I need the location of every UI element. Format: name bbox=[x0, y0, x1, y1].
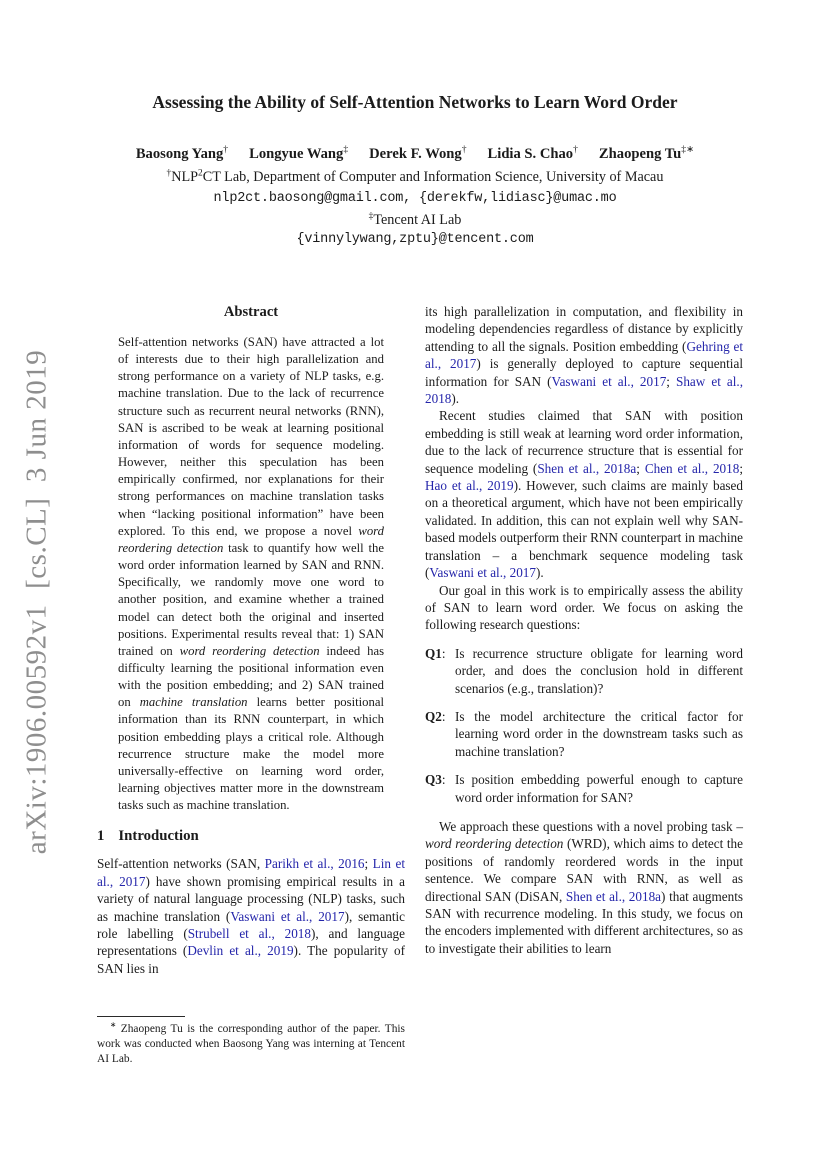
text-segment: Derek F. Wong bbox=[369, 146, 462, 162]
abstract-body bbox=[118, 334, 384, 814]
section-number: 1 bbox=[97, 828, 105, 845]
text-segment: word reordering detection bbox=[118, 523, 384, 555]
text-segment: task to quantify how well the word order information learned by SAN and RNN. Specifically, we randomly move one word to another position, and examine whether a trained model can detect both the original and inserted positions. Experimental results reveal that: 1) SAN trained on bbox=[118, 540, 384, 658]
citation-link[interactable]: Gehring et al., 2017 bbox=[425, 338, 744, 372]
citation-link[interactable]: Vaswani et al., 2017 bbox=[230, 908, 345, 924]
text-segment: Baosong Yang bbox=[135, 146, 224, 162]
section-title: Introduction bbox=[118, 828, 199, 845]
author-emails-tencent: {vinnylywang,zptu}@tencent.com bbox=[296, 232, 534, 247]
footnote-text bbox=[97, 1022, 405, 1066]
text-segment: † bbox=[166, 168, 172, 179]
citation-link[interactable]: Strubell et al., 2018 bbox=[187, 926, 311, 941]
question-label: Q3: bbox=[425, 772, 446, 788]
body-paragraph bbox=[425, 303, 743, 407]
paper-title: Assessing the Ability of Self-Attention Networks to Learn Word Order bbox=[152, 92, 678, 112]
citation-link[interactable]: Vaswani et al., 2017 bbox=[551, 373, 667, 389]
text-segment: ‡ bbox=[343, 144, 349, 156]
citation-link[interactable]: Devlin et al., 2019 bbox=[187, 943, 294, 959]
question-label: Q1: bbox=[425, 645, 446, 661]
text-segment: Tencent AI Lab bbox=[373, 212, 462, 228]
citation-link[interactable]: Lin et al., 2017 bbox=[97, 856, 405, 889]
text-segment: † bbox=[573, 144, 578, 156]
affiliation-umac bbox=[90, 169, 740, 186]
text-segment: ) is generally deployed to capture sequential information for SAN ( bbox=[425, 356, 743, 389]
text-segment: † bbox=[223, 144, 229, 156]
footnote-rule bbox=[97, 1016, 185, 1017]
text-segment: NLP bbox=[171, 169, 199, 185]
text-segment: ) that augments SAN with recurrence modeling. In this study, we focus on the encoders implemented with different architectures, so as to investigate their abilities to learn bbox=[425, 888, 744, 956]
author-list bbox=[70, 146, 760, 163]
abstract-heading: Abstract bbox=[223, 304, 279, 320]
text-segment: (WRD), which aims to detect the positions of randomly reordered words in the input sentence. We compare SAN with RNN, as well as directional SAN (DiSAN, bbox=[425, 836, 743, 904]
text-segment: ; bbox=[739, 460, 744, 476]
text-segment: ‡∗ bbox=[681, 144, 695, 156]
text-segment: ; bbox=[666, 373, 676, 389]
text-segment: Self-attention networks (SAN) have attracted a lot of interests due to their high parallelization and strong performance on a variety of NLP tasks, e.g. machine translation. Due to the lack of recurrence structure such as recurrent neural networks (RNN), SAN is ascribed to be weak at learning positional information of words for sequence modeling. However, neither this speculation has been empirically confirmed, nor explanations for their strong performances on machine translation tasks when “lacking positional information” have been explored. To this end, we propose a novel bbox=[118, 335, 384, 538]
text-segment: word reordering detection bbox=[179, 643, 320, 658]
arxiv-stamp: arXiv:1906.00592v1 [cs.CL] 3 Jun 2019 bbox=[20, 349, 53, 855]
right-column bbox=[425, 303, 743, 957]
citation-link[interactable]: Shen et al., 2018a bbox=[537, 460, 637, 476]
text-segment: Self-attention networks (SAN, bbox=[97, 856, 265, 872]
text-segment: Recent studies claimed that SAN with position embedding is still weak at learning word order information, due to the lack of recurrence structure that is essential for sequence modeling ( bbox=[425, 408, 743, 476]
body-paragraph bbox=[425, 407, 743, 581]
left-column bbox=[97, 304, 405, 977]
text-segment: Lidia S. Chao bbox=[487, 146, 574, 162]
body-paragraph bbox=[425, 818, 743, 957]
citation-link[interactable]: Chen et al., 2018 bbox=[644, 460, 740, 476]
text-segment: ). bbox=[535, 565, 544, 581]
text-segment: learns better positional information than its RNN counterpart, in which position embedding plays a critical role. Although recurrence structure make the model more universally-effective on learning word order, learning objectives matter more in the downstream tasks such as machine translation. bbox=[118, 695, 384, 813]
text-segment: ). The popularity of SAN lies in bbox=[97, 943, 405, 976]
research-question-1 bbox=[425, 645, 743, 697]
question-text: Is position embedding powerful enough to capture word order information for SAN? bbox=[455, 772, 743, 805]
question-text: Is the model architecture the critical factor for learning word order in the downstream tasks such as machine translation? bbox=[455, 708, 743, 759]
text-segment: ). However, such claims are mainly based on a theoretical argument, which have not been empirically validated. In addition, this can not explain well why SAN-based models outperform their RNN counterpart in machine translation – a benchmark sequence modeling task ( bbox=[425, 478, 743, 581]
text-segment: Zhaopeng Tu is the corresponding author of the paper. This work was conducted when Baosong Yang was interning at Tencent AI Lab. bbox=[97, 1023, 405, 1065]
text-segment: † bbox=[461, 144, 467, 156]
question-text: Is recurrence structure obligate for learning word order, and does the conclusion hold in different scenarios (e.g., translation)? bbox=[455, 645, 743, 696]
author-emails-umac: nlp2ct.baosong@gmail.com, {derekfw,lidiasc}@umac.mo bbox=[213, 191, 617, 206]
text-segment: ) have shown promising empirical results in a variety of natural language processing (NLP) tasks, such as machine translation ( bbox=[97, 873, 405, 924]
text-segment: 2 bbox=[198, 168, 203, 179]
citation-link[interactable]: Parikh et al., 2016 bbox=[264, 856, 365, 872]
introduction-paragraph bbox=[97, 855, 405, 977]
text-segment: ‡ bbox=[368, 211, 374, 222]
text-segment: its high parallelization in computation, and flexibility in modeling dependencies regardless of distance by explicitly attending to all the signals. Position embedding ( bbox=[425, 304, 743, 354]
text-segment: machine translation bbox=[139, 695, 248, 710]
footnote-block bbox=[97, 1016, 405, 1066]
citation-link[interactable]: Hao et al., 2019 bbox=[425, 478, 514, 494]
text-segment: ). bbox=[451, 391, 460, 407]
research-question-3 bbox=[425, 771, 743, 806]
section-heading-introduction bbox=[97, 828, 405, 845]
citation-link[interactable]: Shen et al., 2018a bbox=[565, 888, 662, 904]
text-segment: CT Lab, Department of Computer and Information Science, University of Macau bbox=[202, 169, 664, 185]
text-segment: ), semantic role labelling ( bbox=[97, 908, 406, 941]
citation-link[interactable]: Vaswani et al., 2017 bbox=[429, 565, 536, 581]
text-segment: Longyue Wang bbox=[249, 146, 344, 162]
research-question-2 bbox=[425, 708, 743, 760]
text-segment: Our goal in this work is to empirically assess the ability of SAN to learn word order. We focus on asking the following research questions: bbox=[425, 582, 743, 633]
text-segment: Zhaopeng Tu bbox=[598, 146, 682, 162]
question-label: Q2: bbox=[425, 708, 446, 724]
text-segment: We approach these questions with a novel probing task – bbox=[439, 818, 743, 834]
text-segment: ; bbox=[636, 460, 645, 476]
text-segment: ; bbox=[364, 856, 373, 872]
body-paragraph bbox=[425, 582, 743, 634]
text-segment: word reordering detection bbox=[425, 836, 564, 852]
citation-link[interactable]: Shaw et al., 2018 bbox=[425, 373, 743, 407]
affiliation-tencent bbox=[90, 212, 740, 229]
text-segment: ), and language representations ( bbox=[97, 926, 406, 959]
text-segment: indeed has difficulty learning the positional information even with the position embedding; and 2) SAN trained on bbox=[118, 643, 385, 710]
text-segment: ∗ bbox=[110, 1020, 117, 1030]
